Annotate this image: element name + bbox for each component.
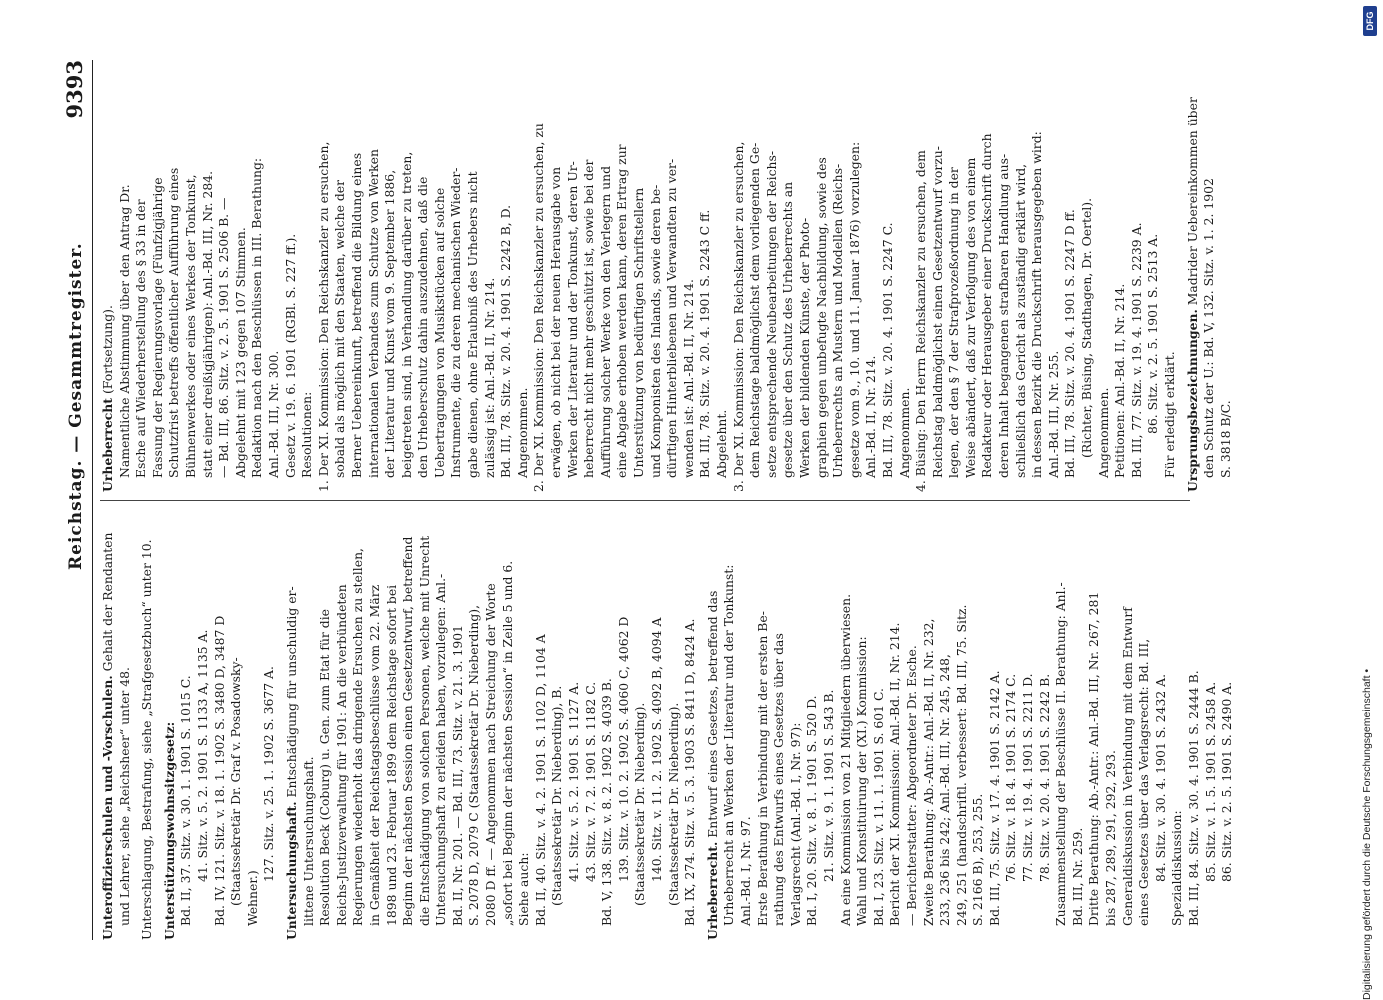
entry-line: 4. Büsing: Den Herrn Reichskanzler zu ersuchen, dem xyxy=(913,150,929,492)
entry-line: Anl.-Bd. I, Nr. 97. xyxy=(737,816,753,926)
entry-line: Beginn der nächsten Session einen Gesetzentwurf, betreffend xyxy=(400,536,416,926)
entry-line: An eine Kommission von 21 Mitgliedern überwiesen. xyxy=(837,593,853,926)
entry-line: Bd. II, 37. Sitz. v. 30. 1. 1901 S. 1015 C. xyxy=(178,675,194,926)
entry-line: 85. Sitz. v. 1. 5. 1901 S. 2458 A. xyxy=(1202,681,1218,882)
entry-line: legen, der den § 7 der Strafprozeßordnung in der xyxy=(946,167,962,478)
entry-line: 2080 D ff. — Angenommen nach Streichung der Worte xyxy=(483,583,499,926)
entry-line: Bd. III, 78. Sitz. v. 20. 4. 1901 S. 2243 C ff. xyxy=(697,209,713,478)
entry-heading-line: Urheberrecht. Entwurf eines Gesetzes, betreffend das xyxy=(704,590,720,940)
entry-line: 86. Sitz. v. 2. 5. 1901 S. 2490 A. xyxy=(1219,681,1235,882)
entry-line: Redakteur oder Herausgeber einer Druckschrift durch xyxy=(979,133,995,478)
entry-line: Siehe auch: xyxy=(516,852,532,926)
entry-line: internationalen Verbandes zum Schutze von Werken xyxy=(365,149,381,478)
entry-line: Redaktion nach den Beschlüssen in III. Berathung: xyxy=(249,157,265,478)
entry-line: Spezialdiskussion: xyxy=(1169,810,1185,926)
entry-line: dürftigen Hinterbliebenen und Verwandten zu ver- xyxy=(664,158,680,478)
entry-line: Bd. I, 23. Sitz. v. 11. 1. 1901 S. 601 C. xyxy=(870,688,886,926)
entry-line: Bd. II, Nr. 201. — Bd. III, 73. Sitz. v. 21. 3. 1901 xyxy=(449,624,465,926)
entry-line: Schutzfrist betreffs öffentlicher Aufführung eines xyxy=(166,167,182,478)
entry-line: Wahl und Konstituirung der (XI.) Kommission: xyxy=(854,636,870,926)
entry-line: 139. Sitz. v. 10. 2. 1902 S. 4060 C, 4062 D xyxy=(615,616,631,882)
entry-line: Bd. III, 78. Sitz. v. 20. 4. 1901 S. 2247 C. xyxy=(879,222,895,478)
running-head: Reichstag. — Gesammtregister. xyxy=(66,242,86,570)
entry-line: 43. Sitz. v. 7. 2. 1901 S. 1182 C. xyxy=(582,681,598,882)
entry-line: und Lehrer, siehe „Reichsheer“ unter 48. xyxy=(116,667,132,926)
entry-line: Anl.-Bd. II, Nr. 214. xyxy=(863,355,879,478)
page-header xyxy=(62,60,93,940)
entry-line: Urheberrechts an Mustern und Modellen (Reichs- xyxy=(830,163,846,478)
entry-line: Wehner.) xyxy=(244,870,260,926)
entry-heading-line: Untersuchungshaft. Entschädigung für unschuldig er- xyxy=(283,586,299,940)
entry-line: S. 2078 D, 2079 C (Staatssekretär Dr. Nieberding), xyxy=(466,604,482,926)
entry-line: Bd. IX, 274. Sitz. v. 5. 3. 1903 S. 8411 D, 8424 A. xyxy=(682,618,698,926)
entry-line: in dessen Bezirk die Druckschrift herausgegeben wird: xyxy=(1029,131,1045,478)
entry-line: gesetze vom 9., 10. und 11. Januar 1876) vorzulegen: xyxy=(846,141,862,478)
entry-line: 233, 236 bis 242; Anl.-Bd. III, Nr. 245, 248, xyxy=(937,654,953,926)
entry-line: Untersuchungshaft zu erleiden haben, vorzulegen: Anl.- xyxy=(433,573,449,926)
index-entry xyxy=(705,508,1236,940)
entry-head: Unteroffizierschulen und -Vorschulen. xyxy=(100,675,115,940)
entry-line: (Staatssekretär Dr. Nieberding). xyxy=(632,702,648,906)
entry-line: Resolution Beck (Coburg) u. Gen. zum Etat für die xyxy=(317,608,333,926)
entry-line: zulässig ist: Anl.-Bd. II, Nr. 214. xyxy=(481,277,497,478)
entry-line: Generaldiskussion in Verbindung mit dem Entwurf xyxy=(1119,607,1135,926)
entry-line: Bd. III, Nr. 259. xyxy=(1069,827,1085,926)
entry-heading-line: Ursprungsbezeichnungen. Madrider Uebereinkommen über xyxy=(1184,97,1200,492)
entry-line: rathung des Entwurfs eines Gesetzes über das xyxy=(771,633,787,926)
entry-line: Bd. III, 78. Sitz. v. 20. 4. 1901 S. 2247 D ff. xyxy=(1062,209,1078,478)
entry-line: (Staatssekretär Dr. Graf v. Posadowsky- xyxy=(228,657,244,906)
entry-line: Fassung der Regierungsvorlage (Fünfzigjährige xyxy=(149,177,165,478)
entry-line: Gesetz v. 19. 6. 1901 (RGBl. S. 227 ff.). xyxy=(282,233,298,478)
entry-line: den Schutz der U.: Bd. V, 132. Sitz. v. 1. 2. 1902 xyxy=(1201,178,1217,478)
entry-line: Angenommen. xyxy=(514,387,530,478)
entry-line: Bd. IV, 121. Sitz. v. 18. 1. 1902 S. 3480 D, 3487 D xyxy=(211,615,227,926)
entry-head: Ursprungsbezeichnungen. xyxy=(1184,309,1200,492)
entry-line: Angenommen. xyxy=(896,387,912,478)
entry-line: statt einer dreißigjährigen): Anl.-Bd. III, Nr. 284. xyxy=(199,170,215,478)
entry-line: schließlich das Gericht als zuständig erklärt wird, xyxy=(1012,163,1028,478)
entry-line: 41. Sitz. v. 5. 2. 1901 S. 1127 A. xyxy=(566,681,582,882)
entry-line: Petitionen: Anl.-Bd. II, Nr. 214. xyxy=(1112,283,1128,478)
entry-head: Unterstützungswohnsitzgesetz: xyxy=(161,721,177,940)
entry-line: 21. Sitz. v. 9. 1. 1901 S. 543 B. xyxy=(820,689,836,882)
entry-line: Bühnenwerkes oder eines Werkes der Tonkunst, xyxy=(182,174,198,478)
entry-line: Abgelehnt mit 123 gegen 107 Stimmen. xyxy=(232,227,248,478)
entry-line: Anl.-Bd. III, Nr. 300. xyxy=(265,350,281,478)
entry-line: S. 3818 B/C. xyxy=(1217,400,1233,478)
index-entry xyxy=(1185,60,1235,492)
index-entry xyxy=(139,508,156,940)
entry-line: beigetreten sind, in Verhandlung darüber zu treten, xyxy=(398,151,414,478)
entry-line: erwägen, ob nicht bei der neuen Herausgabe von xyxy=(548,166,564,478)
entry-line: Aufführung solcher Werke von den Verlegern und xyxy=(597,165,613,478)
entry-line: bis 287, 289, 291, 292, 293. xyxy=(1103,750,1119,926)
entry-line: S. 2166 B), 253, 255. xyxy=(970,793,986,926)
entry-line: der Literatur und Kunst vom 9. September 1886, xyxy=(382,169,398,478)
entry-line: und Komponisten des Inlands, sowie deren be- xyxy=(647,184,663,478)
index-entry xyxy=(100,60,1179,492)
right-column xyxy=(100,60,1240,492)
entry-line: 77. Sitz. v. 19. 4. 1901 S. 2211 D. xyxy=(1020,673,1036,882)
index-entry xyxy=(284,508,699,940)
entry-line: Bd. V, 138. Sitz. v. 8. 2. 1902 S. 4039 B. xyxy=(599,678,615,926)
entry-line: Abgelehnt. xyxy=(713,409,729,478)
entry-head: Urheberrecht. xyxy=(704,841,720,940)
entry-line: setze entsprechende Neubearbeitungen der Reichs- xyxy=(763,150,779,478)
entry-line: Namentliche Abstimmung über den Antrag Dr. xyxy=(116,184,132,478)
entry-heading-line: Unterschlagung, Bestrafung, siehe „Strafgesetzbuch“ unter 10. xyxy=(139,539,155,940)
entry-line: Uebertragungen von Musikstücken auf solche xyxy=(431,187,447,478)
entry-line: in Gemäßheit der Reichstagsbeschlüsse vom 22. März xyxy=(366,584,382,926)
entry-head: Untersuchungshaft. xyxy=(283,801,299,940)
entry-line: 76. Sitz. v. 18. 4. 1901 S. 2174 C. xyxy=(1003,673,1019,882)
entry-line: Werken der Literatur und der Tonkunst, deren Ur- xyxy=(564,161,580,478)
entry-line: eines Gesetzes über das Verlagsrecht: Bd. III, xyxy=(1136,638,1152,926)
entry-line: 249, 251 (handschriftl. verbessert: Bd. III, 75. Sitz. xyxy=(953,604,969,926)
entry-line: 1898 und 23. Februar 1899 dem Reichstage sofort bei xyxy=(383,584,399,926)
entry-line: die Entschädigung von solchen Personen, welche mit Unrecht xyxy=(416,535,432,926)
page-number: 9393 xyxy=(62,60,87,119)
entry-line: sobald als möglich mit den Staaten, welche der xyxy=(332,179,348,478)
entry-line: den Urheberschutz dahin auszudehnen, daß die xyxy=(415,176,431,478)
entry-line: Bd. III, 78. Sitz. v. 20. 4. 1901 S. 2242 B, D. xyxy=(498,204,514,478)
entry-head: Urheberrecht xyxy=(100,398,115,492)
dfg-logo-icon xyxy=(1363,6,1377,36)
entry-line: Resolutionen: xyxy=(299,391,315,478)
index-entry xyxy=(162,508,278,940)
left-column xyxy=(100,508,1242,940)
entry-line: (Staatssekretär Dr. Nieberding). xyxy=(665,702,681,906)
column-divider xyxy=(100,500,1190,501)
dfg-logo-text: DFG xyxy=(1365,11,1375,31)
entry-line: — Berichterstatter: Abgeordneter Dr. Esche. xyxy=(903,645,919,926)
entry-line: Berner Uebereinkunft, betreffend die Bildung eines xyxy=(348,152,364,478)
entry-line: — Bd. III, 86. Sitz. v. 2. 5. 1901 S. 2506 B. — xyxy=(216,197,232,478)
entry-line: eine Abgabe erhoben werden kann, deren Ertrag zur xyxy=(614,144,630,478)
entry-line: 84. Sitz. v. 30. 4. 1901 S. 2432 A. xyxy=(1152,673,1168,882)
entry-line: Anl.-Bd. III, Nr. 255. xyxy=(1045,350,1061,478)
entry-line: Unterstützung von bedürftigen Schriftstellern xyxy=(631,187,646,478)
entry-line: dem Reichstage baldmöglichst dem vorliegenden Ge- xyxy=(747,142,763,478)
entry-line: Angenommen. xyxy=(1095,387,1111,478)
entry-line: Bericht der XI. Kommission: Anl.-Bd. II, Nr. 214. xyxy=(887,622,903,926)
entry-heading-line: Unteroffizierschulen und -Vorschulen. Gehalt der Rendanten xyxy=(100,532,115,940)
entry-line: (Richter, Büsing, Stadthagen, Dr. Oertel). xyxy=(1079,197,1095,458)
entry-line: Für erledigt erklärt. xyxy=(1162,351,1177,478)
entry-line: Werken der bildenden Künste, der Photo- xyxy=(796,217,812,478)
entry-line: Bd. II, 40. Sitz. v. 4. 2. 1901 S. 1102 D, 1104 A xyxy=(532,634,548,926)
entry-line: Dritte Berathung: Ab.-Antr.: Anl.-Bd. III, Nr. 267, 281 xyxy=(1086,591,1102,926)
index-entry xyxy=(100,508,133,940)
entry-line: 127. Sitz. v. 25. 1. 1902 S. 3677 A. xyxy=(261,666,277,882)
entry-heading-line xyxy=(162,508,179,940)
entry-line: gabe dienen, ohne Erlaubniß des Urhebers nicht xyxy=(465,171,481,478)
entry-line: littene Untersuchungshaft. xyxy=(300,756,316,926)
entry-heading-line: Urheberrecht (Fortsetzung). xyxy=(100,305,115,492)
entry-line: deren Inhalt begangenen strafbaren Handlung aus- xyxy=(996,153,1012,478)
entry-line: Reichstag baldmöglichst einen Gesetzentwurf vorzu- xyxy=(929,146,945,478)
entry-line: 86. Sitz. v. 2. 5. 1901 S. 2513 A. xyxy=(1145,233,1161,434)
entry-line: Verlagsrecht (Anl.-Bd. I, Nr. 97): xyxy=(787,722,803,926)
entry-line: 1. Der XI. Kommission: Den Reichskanzler zu ersuchen, xyxy=(315,141,331,492)
entry-line: Esche auf Wiederherstellung des § 33 in der xyxy=(133,199,149,478)
entry-line: graphien gegen unbefugte Nachbildung, sowie des xyxy=(813,157,829,478)
entry-line: Zweite Berathung: Ab.-Antr.: Anl.-Bd. II, Nr. 232, xyxy=(920,618,936,926)
entry-line: Zusammenstellung der Beschlüsse II. Berathung: Anl.- xyxy=(1053,582,1069,926)
entry-line: Urheberrecht an Werken der Literatur und der Tonkunst: xyxy=(721,564,737,926)
entry-line: (Staatssekretär Dr. Nieberding), B. xyxy=(549,685,565,906)
entry-line: 78. Sitz. v. 20. 4. 1901 S. 2242 B. xyxy=(1036,673,1052,882)
entry-line: 2. Der XI. Kommission: Den Reichskanzler zu ersuchen, zu xyxy=(531,123,547,492)
entry-line: heberrecht nicht mehr geschützt ist, sowie bei der xyxy=(581,159,597,478)
entry-line: „sofort bei Beginn der nächsten Session“ in Zeile 5 und 6. xyxy=(499,560,515,926)
entry-line: 41. Sitz. v. 5. 2. 1901 S. 1133 A, 1135 A. xyxy=(194,629,210,882)
entry-line: wenden ist: Anl.-Bd. II, Nr. 214. xyxy=(680,279,696,478)
entry-line: 3. Der XI. Kommission: Den Reichskanzler zu ersuchen, xyxy=(730,141,746,492)
entry-line: gesetze über den Schutz des Urheberrechts an xyxy=(780,181,796,478)
entry-line: Erste Berathung in Verbindung mit der ersten Be- xyxy=(754,611,770,926)
entry-line: Bd. III, 84. Sitz. v. 30. 4. 1901 S. 2444 B. xyxy=(1186,670,1201,926)
side-credit xyxy=(1359,40,1375,1000)
entry-line: Bd. III, 75. Sitz. v. 17. 4. 1901 S. 2142 A. xyxy=(986,670,1002,926)
entry-line: Bd. I, 20. Sitz. v. 8. 1. 1901 S. 520 D. xyxy=(804,695,820,926)
side-credit-text: Digitalisierung gefördert durch die Deutsche Forschungsgemeinschaft • xyxy=(1361,668,1373,1000)
entry-line: 140. Sitz. v. 11. 2. 1902 S. 4092 B, 4094 A xyxy=(649,617,664,882)
entry-line: Regierungen wiederholt das dringende Ersuchen zu stellen, xyxy=(350,548,366,926)
entry-line: Instrumente, die zu deren mechanischen Wieder- xyxy=(448,167,464,478)
entry-line: Bd. III, 77. Sitz. v. 19. 4. 1901 S. 2239 A. xyxy=(1128,222,1144,478)
entry-line: Weise abändert, daß zur Verfolgung des von einem xyxy=(962,157,978,478)
entry-line: Reichs-Justizverwaltung für 1901: An die verbündeten xyxy=(333,584,349,926)
